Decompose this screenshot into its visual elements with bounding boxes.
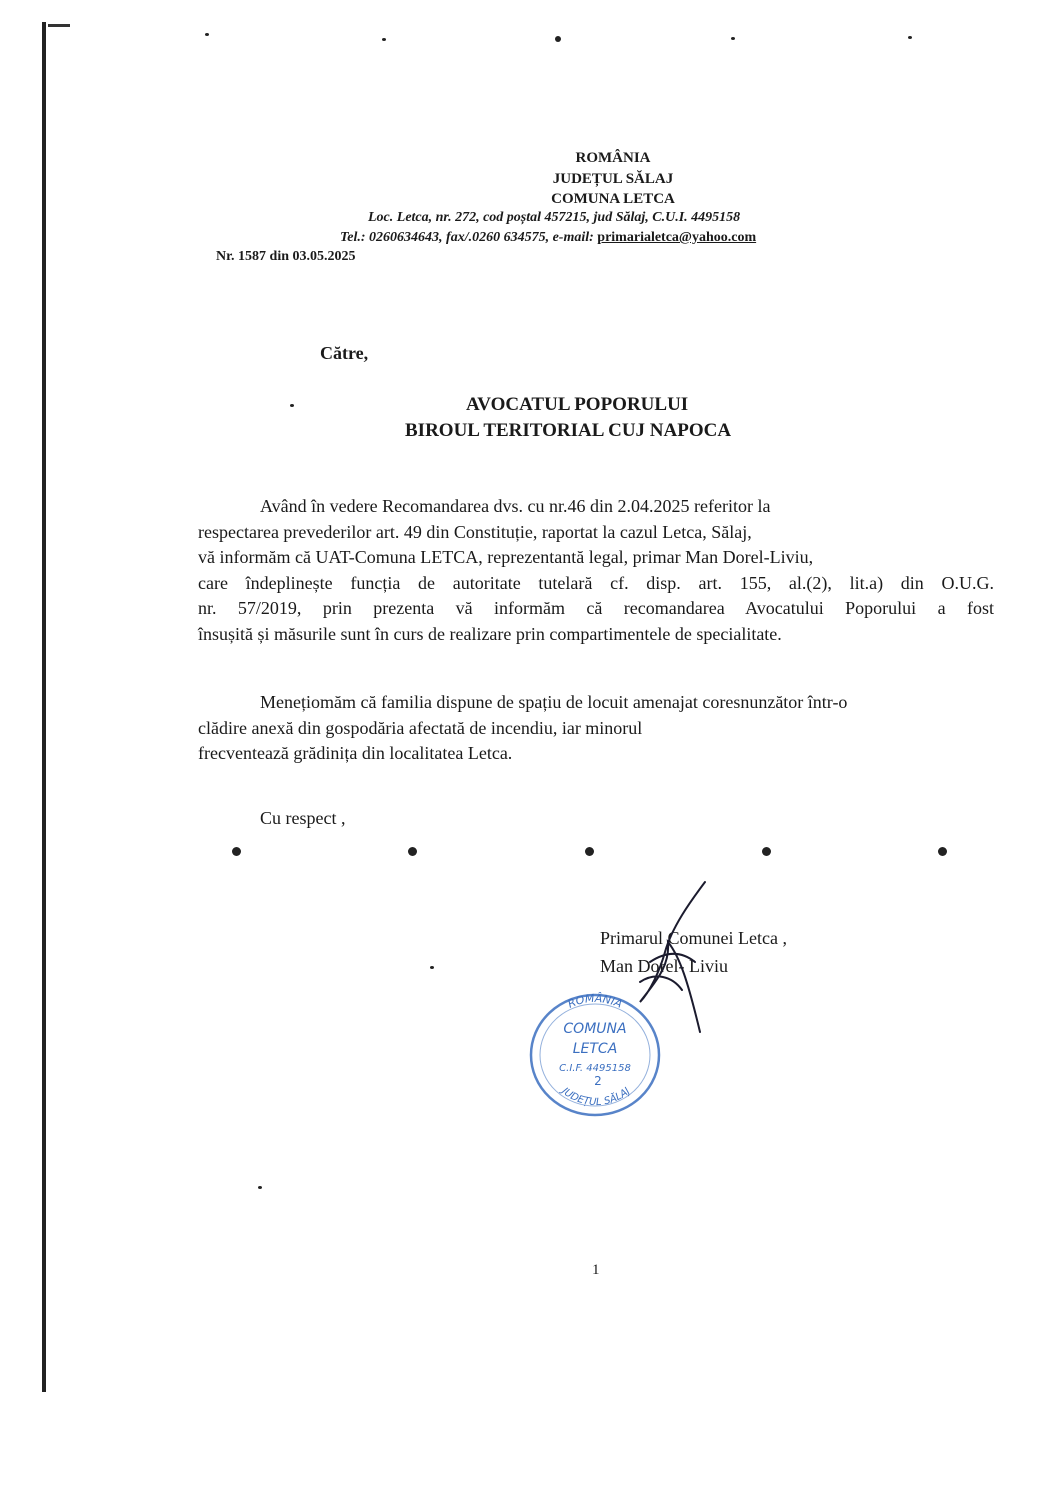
paragraph-line: Menețiomăm că familia dispune de spațiu de locuit amenajat coresnunzător într-o bbox=[260, 692, 848, 712]
signatory-name: Man Dorel- Liviu bbox=[600, 956, 728, 976]
scan-dot bbox=[232, 847, 241, 856]
stamp-bottom-text: JUDEȚUL SĂLAJ bbox=[559, 1085, 633, 1109]
paragraph-line: vă informăm că UAT-Comuna LETCA, reprezentantă legal, primar Man Dorel-Liviu, bbox=[198, 547, 814, 567]
paragraph-line: însușită și măsurile sunt în curs de realizare prin compartimentele de specialitate. bbox=[198, 623, 782, 644]
scan-dot bbox=[258, 1186, 262, 1189]
addressee-to: Către, bbox=[320, 343, 369, 363]
header-contact bbox=[340, 230, 756, 246]
addressee-line-2: BIROUL TERITORIAL CUJ NAPOCA bbox=[405, 420, 732, 441]
header-country: ROMÂNIA bbox=[575, 150, 651, 166]
paragraph-line: Având în vedere Recomandarea dvs. cu nr.46 din 2.04.2025 referitor la bbox=[260, 496, 771, 516]
stamp-line-2: LETCA bbox=[572, 1041, 618, 1057]
stamp-line-1: COMUNA bbox=[563, 1021, 627, 1037]
scan-edge-top bbox=[48, 24, 70, 27]
scan-dot bbox=[430, 966, 434, 969]
page-number: 1 bbox=[592, 1262, 600, 1278]
scan-dot bbox=[555, 36, 561, 42]
paragraph-line: clădire anexă din gospodăria afectată de incendiu, iar minorul bbox=[198, 717, 643, 738]
paragraph-line: nr. 57/2019, prin prezenta vă informăm că recomandarea Avocatului Poporului a fost bbox=[198, 598, 994, 618]
scan-dot bbox=[205, 33, 209, 36]
scan-dot bbox=[290, 404, 294, 407]
svg-text:JUDEȚUL SĂLAJ bbox=[558, 1085, 632, 1109]
official-stamp bbox=[520, 985, 670, 1125]
contact-details: Tel.: 0260634643, fax/.0260 634575, e-mail: bbox=[340, 230, 598, 245]
body-paragraph-1 bbox=[198, 494, 994, 647]
stamp-cif: C.I.F. 4495158 bbox=[559, 1063, 631, 1074]
paragraph-line: care îndeplinește funcția de autoritate tutelară cf. disp. art. 155, al.(2), lit.a) din O.U.G. bbox=[198, 572, 994, 593]
scan-dot bbox=[938, 847, 947, 856]
addressee-line-1: AVOCATUL POPORULUI bbox=[466, 394, 689, 415]
body-paragraph-2 bbox=[198, 690, 994, 767]
email-link[interactable]: primarialetca@yahoo.com bbox=[597, 230, 757, 245]
stamp-number: 2 bbox=[594, 1074, 602, 1088]
stamp-top-text: ROMÂNIA bbox=[565, 991, 625, 1011]
scan-dot bbox=[585, 847, 594, 856]
header-county: JUDEȚUL SĂLAJ bbox=[552, 171, 674, 187]
scan-dot bbox=[408, 847, 417, 856]
header-address: Loc. Letca, nr. 272, cod poștal 457215, jud Sălaj, C.U.I. 4495158 bbox=[368, 210, 741, 225]
scan-dot bbox=[382, 38, 386, 41]
closing-salutation: Cu respect , bbox=[260, 808, 346, 828]
scan-dot bbox=[762, 847, 771, 856]
scan-dot bbox=[908, 36, 912, 39]
paragraph-line: respectarea prevederilor art. 49 din Constituție, raportat la cazul Letca, Sălaj, bbox=[198, 521, 752, 542]
scan-dot bbox=[731, 37, 735, 40]
scan-edge-left bbox=[42, 22, 46, 1392]
header-commune: COMUNA LETCA bbox=[551, 191, 675, 207]
paragraph-line: frecventează grădinița din localitatea Letca. bbox=[198, 743, 513, 763]
registration-number: Nr. 1587 din 03.05.2025 bbox=[216, 249, 356, 264]
signatory-title: Primarul Comunei Letca , bbox=[600, 928, 787, 948]
